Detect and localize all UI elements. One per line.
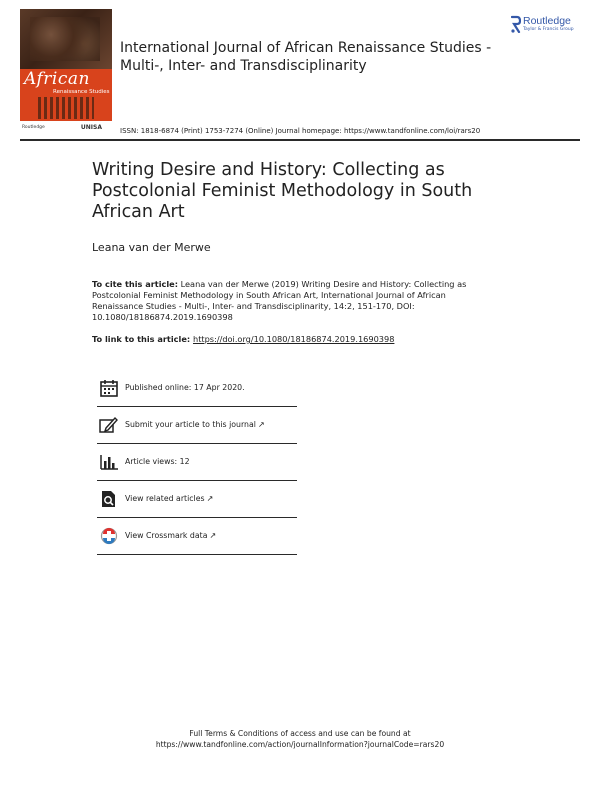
cover-publisher-left: Routledge [22,125,45,130]
publisher-tagline: Taylor & Francis Group [523,27,574,32]
info-row-submit[interactable] [97,407,297,444]
issn-text: ISSN: 1818-6874 (Print) 1753-7274 (Online) Journal homepage: [120,127,344,135]
article-title: Writing Desire and History: Collecting as Postcolonial Feminist Methodology in South African Art [92,160,473,222]
article-author: Leana van der Merwe [92,241,211,254]
cover-pattern [38,97,94,119]
routledge-r-icon [511,15,521,33]
related-label: View related articles [125,494,205,503]
publisher-logo [511,15,574,33]
info-row-published [97,370,297,407]
cite-label: To cite this article: [92,279,178,289]
info-row-views [97,444,297,481]
info-row-related[interactable] [97,481,297,518]
submit-icon [99,416,119,434]
search-document-icon [99,490,119,508]
cover-title: African [24,69,90,89]
calendar-icon [99,379,119,397]
cover-footer [20,121,112,135]
link-label: To link to this article: [92,334,193,344]
crossmark-label: View Crossmark data [125,531,208,540]
info-row-crossmark[interactable] [97,518,297,555]
cover-publisher-right: UNISA [80,124,102,131]
header-divider [20,139,580,141]
external-link-icon: ↗ [206,494,214,503]
submit-label: Submit your article to this journal [125,420,256,429]
journal-homepage-link[interactable]: https://www.tandfonline.com/loi/rars20 [343,127,481,135]
terms-url[interactable]: https://www.tandfonline.com/action/journalInformation?journalCode=rars20 [155,740,445,749]
published-date: Published online: 17 Apr 2020. [125,383,245,392]
external-link-icon: ↗ [257,420,265,429]
publisher-name: Routledge [523,15,571,27]
terms-line: Full Terms & Conditions of access and use can be found at [189,729,411,738]
crossmark-link[interactable] [125,531,216,540]
article-link-line [92,334,394,344]
journal-cover [20,9,112,135]
article-views: Article views: 12 [125,457,190,466]
cite-text: Leana van der Merwe (2019) Writing Desire and History: Collecting as Postcolonial Feminist Methodology in South African Art, International Journal of African Renaissance Studies - Multi-, Inter- and Transdisciplinarity, 14:2, 151-170, DOI: [92,279,467,311]
citation-block [92,279,482,323]
doi-text[interactable]: 10.1080/18186874.2019.1690398 [92,312,233,322]
journal-title: International Journal of African Renaissance Studies - Multi-, Inter- and Transdisciplinarity [120,40,492,74]
submit-link[interactable] [125,420,265,429]
cover-artwork [20,9,112,69]
cover-subtitle: Renaissance Studies [53,89,110,95]
bar-chart-icon [99,453,119,471]
issn-line [120,127,480,135]
related-articles-link[interactable] [125,494,213,503]
terms-footer [0,728,600,750]
crossmark-icon [99,527,119,545]
article-doi-link[interactable]: https://doi.org/10.1080/18186874.2019.1690398 [193,334,395,344]
external-link-icon: ↗ [209,531,217,540]
